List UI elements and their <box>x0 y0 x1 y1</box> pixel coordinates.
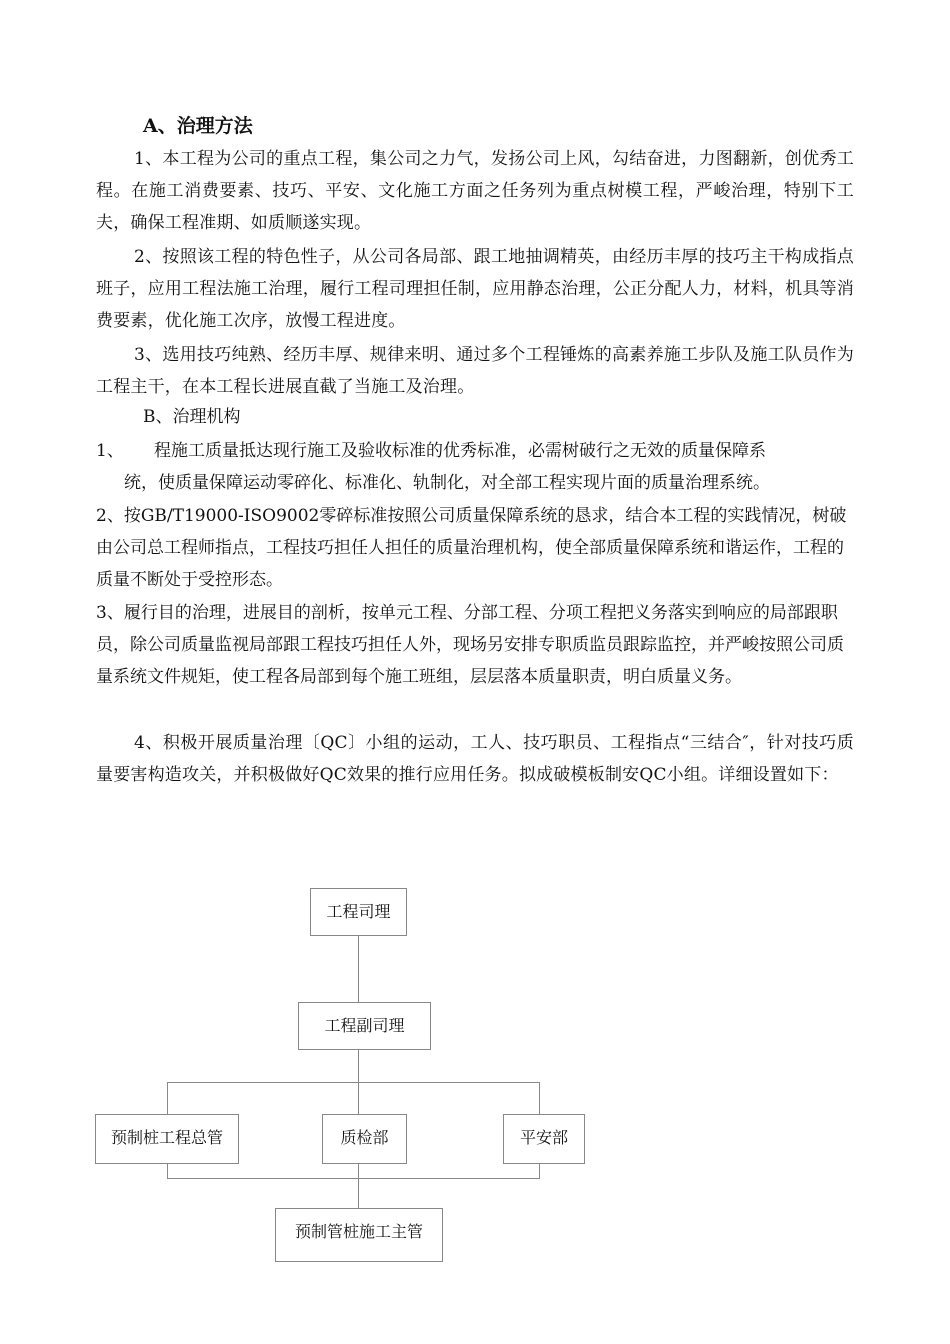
org-box-quality <box>322 1114 407 1164</box>
item2: 2、按GB/T19000-ISO9002零碎标准按照公司质量保障系统的恳求，结合本工程的实践情况，树破由公司总工程师指点，工程技巧担任人担任的质量治理机构，使全部质量保障系统和谐运作，工程的质量不断处于受控形态。 <box>96 506 847 590</box>
item1-line2: 统，使质量保障运动零碎化、标准化、轨制化，对全部工程实现片面的质量治理系统。 <box>124 473 770 493</box>
org-label-safety: 平安部 <box>519 1128 568 1147</box>
item1-number: 1、 <box>96 441 124 461</box>
org-box-manager <box>310 888 407 936</box>
paragraph-a2: 2、按照该工程的特色性子，从公司各局部、跟工地抽调精英，由经历丰厚的技巧主干构成指点班子，应用工程法施工治理，履行工程司理担任制，应用静态治理，公正分配人力，材料，机具等消费要素，优化施工次序，放慢工程进度。 <box>96 247 854 331</box>
org-label-precast-pile: 预制桩工程总管 <box>110 1128 223 1147</box>
connector-left-drop <box>167 1082 168 1114</box>
connector-right-drop <box>539 1082 540 1114</box>
paragraph-a1: 1、本工程为公司的重点工程，集公司之力气，发扬公司上风，勾结奋进，力图翻新，创优秀工程。在施工消费要素、技巧、平安、文化施工方面之任务列为重点树模工程，严峻治理，特别下工夫，确保工程准期、如质顺遂实现。 <box>96 149 854 233</box>
paragraph-a3: 3、选用技巧纯熟、经历丰厚、规律来明、通过多个工程锤炼的高素养施工步队及施工队员作为工程主干，在本工程长进展直截了当施工及治理。 <box>96 345 854 397</box>
org-label-quality: 质检部 <box>340 1128 389 1147</box>
item1-line1: 程施工质量抵达现行施工及验收标准的优秀标准，必需树破行之无效的质量保障系 <box>154 441 766 461</box>
connector-right-rise <box>539 1164 540 1178</box>
connector-left-rise <box>167 1164 168 1178</box>
org-label-deputy: 工程副司理 <box>324 1016 405 1035</box>
section-a-heading: A、治理方法 <box>143 115 253 137</box>
connector-horizontal-top <box>167 1082 540 1083</box>
section-b-heading: B、治理机构 <box>143 407 241 427</box>
item4: 4、积极开展质量治理〔QC〕小组的运动，工人、技巧职员、工程指点“三结合″，针对技巧质量要害构造攻关，并积极做好QC效果的推行应用任务。拟成破模板制安QC小组。详细设置如下： <box>96 733 854 785</box>
item3: 3、履行目的治理，进展目的剖析，按单元工程、分部工程、分项工程把义务落实到响应的局部跟职员，除公司质量监视局部跟工程技巧担任人外，现场另安排专职质监员跟踪监控，并严峻按照公司质量系统文件规矩，使工程各局部到每个施工班组，层层落本质量职责，明白质量义务。 <box>96 603 844 687</box>
org-box-deputy <box>298 1002 431 1050</box>
org-box-safety <box>503 1114 585 1164</box>
org-box-pipe-pile <box>275 1208 443 1262</box>
org-label-pipe-pile: 预制管桩施工主管 <box>294 1222 423 1241</box>
connector-top-deputy <box>358 936 359 1002</box>
connector-horizontal-bottom <box>167 1178 540 1179</box>
org-box-precast-pile <box>95 1114 239 1164</box>
org-label-manager: 工程司理 <box>326 902 391 921</box>
